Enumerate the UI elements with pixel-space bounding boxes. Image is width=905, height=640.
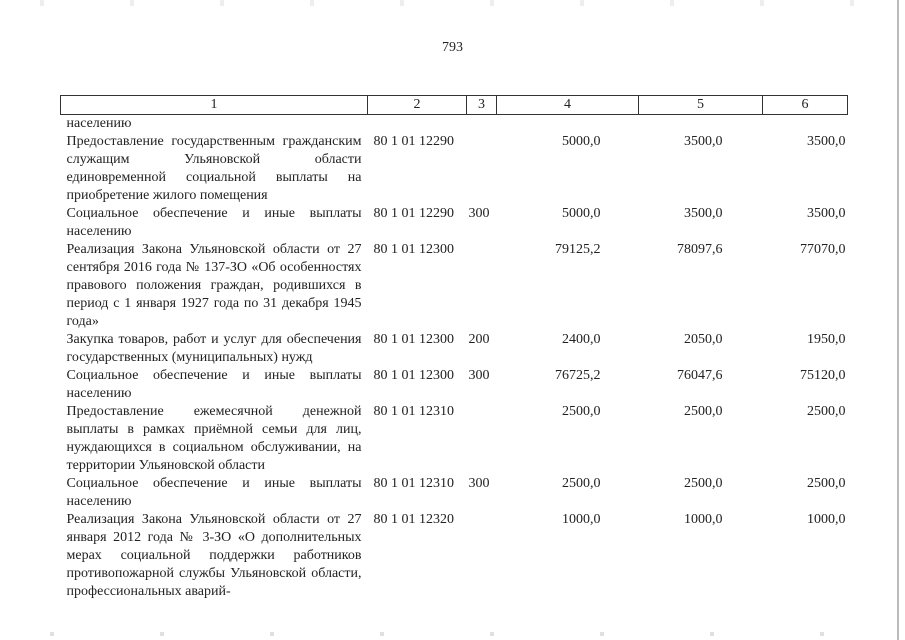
- table-row: [61, 475, 848, 511]
- row-code: 80 1 01 12320: [373, 512, 454, 527]
- row-code: 80 1 01 12310: [373, 404, 454, 419]
- row-expense-type: [467, 115, 497, 134]
- row-value-col4: 2500,0: [562, 404, 601, 419]
- header-col-1: 1: [61, 96, 368, 115]
- row-value-col4: 5000,0: [562, 206, 601, 221]
- row-code: [368, 115, 467, 134]
- header-row: [61, 96, 848, 115]
- row-name: Предоставление государственным гражданским служащим Ульяновской области единовременной социальной выплаты на приобретение жилого помещения: [66, 134, 362, 203]
- header-col-4: 4: [497, 96, 639, 115]
- row-expense-type: 300: [468, 206, 490, 221]
- row-expense-type: [467, 403, 497, 475]
- row-name: Реализация Закона Ульяновской области от 27 января 2012 года № 3-ЗО «О дополнительных мерах социальной поддержки работников противопожарной службы Ульяновской области, профессиональных аварий-: [66, 512, 362, 599]
- row-value-col4: 79125,2: [555, 242, 601, 257]
- table-row: [61, 367, 848, 403]
- table-row: [61, 133, 848, 205]
- row-value-col5: 2050,0: [684, 332, 723, 347]
- row-value-col5: 3500,0: [684, 206, 723, 221]
- table-row: [61, 241, 848, 331]
- header-col-5: 5: [639, 96, 763, 115]
- row-value-col4: 76725,2: [555, 368, 601, 383]
- row-value-col6: 1950,0: [807, 332, 846, 347]
- row-value-col5: [639, 115, 763, 134]
- row-name: Закупка товаров, работ и услуг для обеспечения государственных (муниципальных) нужд: [66, 332, 362, 365]
- header-col-2: 2: [368, 96, 467, 115]
- row-expense-type: [467, 133, 497, 205]
- row-code: 80 1 01 12300: [373, 368, 454, 383]
- budget-table: [60, 95, 848, 601]
- row-code: 80 1 01 12290: [373, 134, 454, 149]
- row-expense-type: 300: [468, 476, 490, 491]
- row-name: Социальное обеспечение и иные выплаты населению: [66, 476, 362, 509]
- row-value-col4: 2400,0: [562, 332, 601, 347]
- row-expense-type: [467, 241, 497, 331]
- row-value-col5: 76047,6: [677, 368, 723, 383]
- row-value-col4: 2500,0: [562, 476, 601, 491]
- row-expense-type: 300: [468, 368, 490, 383]
- table-row: [61, 331, 848, 367]
- scan-edge-bottom: [0, 632, 905, 636]
- row-code: 80 1 01 12290: [373, 206, 454, 221]
- row-code: 80 1 01 12300: [373, 332, 454, 347]
- row-value-col6: [763, 115, 848, 134]
- row-expense-type: 200: [468, 332, 490, 347]
- table-row: [61, 205, 848, 241]
- page-number: 793: [442, 40, 463, 55]
- row-value-col4: 1000,0: [562, 512, 601, 527]
- row-value-col6: 1000,0: [807, 512, 846, 527]
- row-name: Реализация Закона Ульяновской области от 27 сентября 2016 года № 137-ЗО «Об особенностях правового положения граждан, родившихся в период с 1 января 1927 года по 31 декабря 1945 года»: [66, 242, 362, 329]
- table-row: [61, 511, 848, 601]
- row-value-col6: 2500,0: [807, 404, 846, 419]
- row-value-col6: 75120,0: [800, 368, 846, 383]
- row-value-col4: [497, 115, 639, 134]
- scan-edge-top: [0, 0, 905, 6]
- table-row: [61, 403, 848, 475]
- row-name: Социальное обеспечение и иные выплаты населению: [66, 368, 362, 401]
- row-value-col4: 5000,0: [562, 134, 601, 149]
- row-value-col6: 77070,0: [800, 242, 846, 257]
- table-row: [61, 115, 848, 134]
- row-code: 80 1 01 12300: [373, 242, 454, 257]
- row-value-col6: 2500,0: [807, 476, 846, 491]
- header-col-6: 6: [763, 96, 848, 115]
- row-value-col5: 3500,0: [684, 134, 723, 149]
- row-name: населению: [66, 116, 132, 131]
- row-value-col5: 2500,0: [684, 476, 723, 491]
- header-col-3: 3: [467, 96, 497, 115]
- row-value-col5: 2500,0: [684, 404, 723, 419]
- scan-edge-right: [897, 0, 899, 640]
- row-name: Социальное обеспечение и иные выплаты населению: [66, 206, 362, 239]
- row-name: Предоставление ежемесячной денежной выплаты в рамках приёмной семьи для лиц, нуждающихся в социальном обслуживании, на территории Ульяновской области: [66, 404, 362, 473]
- row-value-col6: 3500,0: [807, 134, 846, 149]
- row-code: 80 1 01 12310: [373, 476, 454, 491]
- row-expense-type: [467, 511, 497, 601]
- row-value-col5: 78097,6: [677, 242, 723, 257]
- row-value-col6: 3500,0: [807, 206, 846, 221]
- row-value-col5: 1000,0: [684, 512, 723, 527]
